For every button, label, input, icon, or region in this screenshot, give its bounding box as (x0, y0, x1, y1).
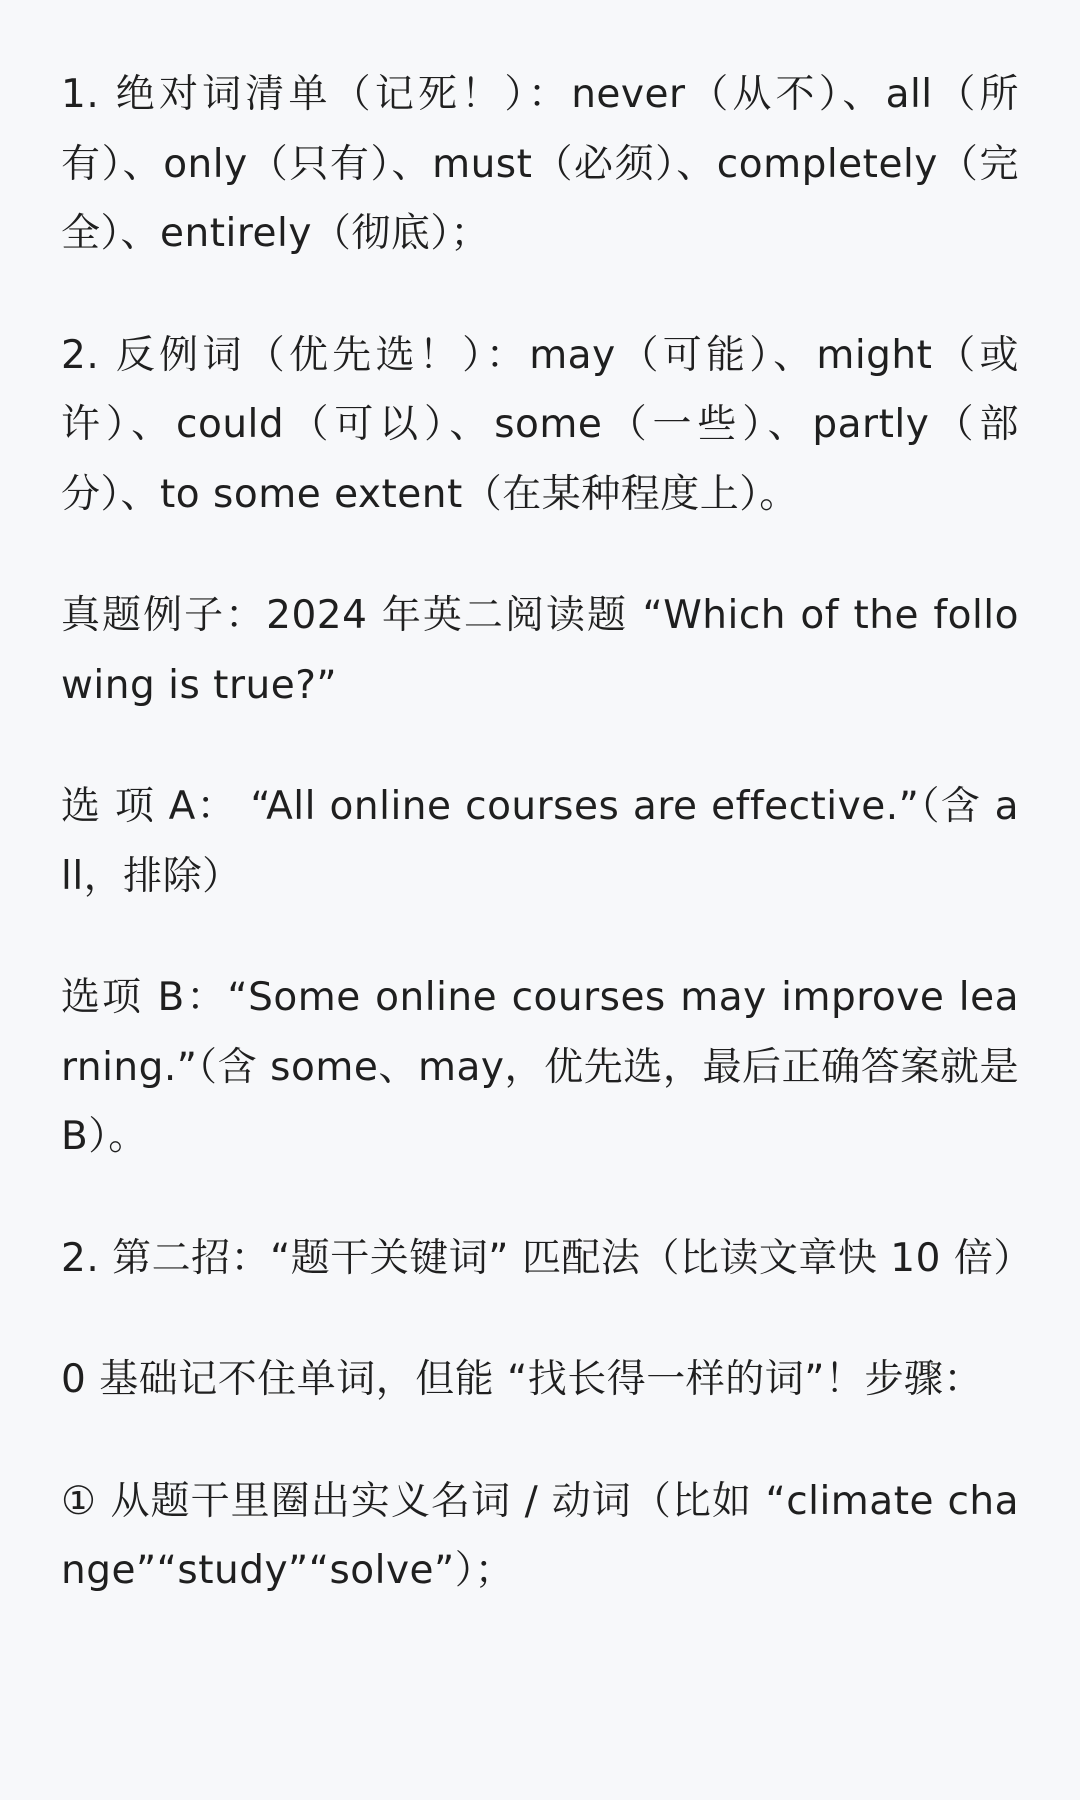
second-tip-heading: 2. 第二招：“题干关键词” 匹配法（比读文章快 10 倍） (61, 1235, 1033, 1281)
step-one-paragraph: ① 从题干里圈出实义名词 / 动词（比如 “climate change”“study”“solve”）； (61, 1478, 1019, 1593)
absolute-words-list-paragraph: 1. 绝对词清单（记死！）：never（从不）、all（所有）、only（只有）、must（必须）、completely（完全）、entirely（彻底）； (61, 72, 1019, 256)
exam-example-paragraph: 真题例子：2024 年英二阅读题 “Which of the following is true?” (61, 593, 1019, 708)
option-b-paragraph: 选项 B：“Some online courses may improve learning.”（含 some、may，优先选，最后正确答案就是 B）。 (61, 975, 1019, 1159)
counterexample-words-paragraph: 2. 反例词（优先选！）：may（可能）、might（或许）、could（可以）、some（一些）、partly（部分）、to some extent（在某种程度上）。 (61, 332, 1019, 517)
steps-intro-paragraph: 0 基础记不住单词，但能 “找长得一样的词”！步骤： (61, 1357, 984, 1402)
option-a-paragraph: 选 项 A： “All online courses are effective.”（含 all，排除） (61, 784, 1019, 899)
article-body (61, 60, 1033, 1606)
